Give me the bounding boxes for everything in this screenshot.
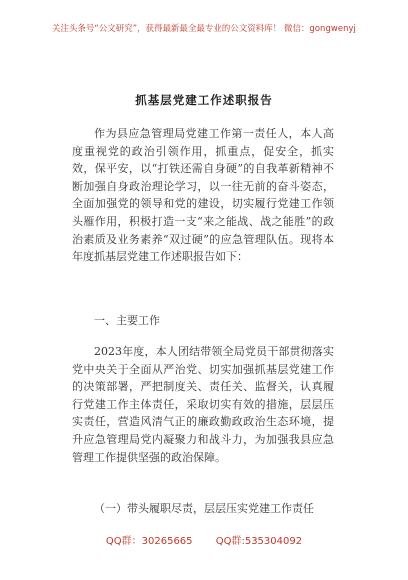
footer-qq-group-1: QQ群：30265665	[105, 536, 193, 547]
document-title: 抓基层党建工作述职报告	[135, 93, 273, 107]
header-banner: 关注头条号“公文研究”，获得最新最全最专业的公文资料库！ 微信：gongwenyj	[52, 23, 356, 33]
footer-contact	[0, 532, 408, 547]
section-heading-main-work: 一、主要工作	[94, 314, 160, 327]
section-body-paragraph: 2023年度，本人团结带领全局党员干部贯彻落实党中央关于全面从严治党、切实加强抓基层党建工作的决策部署，严把制度关、责任关、监督关，认真履行党建工作主体责任，采取切实有效的措施，层层压实责任，营造风清气正的廉政勤政政治生态环境，提升应急管理局党内凝聚力和战斗力，为加强我县应急管理工作提供坚强的政治保障。	[72, 345, 334, 464]
footer-qq-group-2: QQ群:535304092	[215, 536, 303, 547]
subsection-heading-responsibility: （一）带头履职尽责，层层压实党建工作责任	[94, 502, 314, 515]
intro-paragraph: 作为县应急管理局党建工作第一责任人，本人高度重视党的政治引领作用，抓重点，促安全，抓实效，保平安，以“打铁还需自身硬”的自我革新精神不断加强自身政治理论学习，以一往无前的奋斗姿态，全面加强党的领导和党的建设，切实履行党建工作领头雁作用，积极打造一支“来之能战、战之能胜”的政治素质及业务素养“双过硬”的应急管理队伍。现将本年度抓基层党建工作述职报告如下：	[72, 127, 334, 264]
